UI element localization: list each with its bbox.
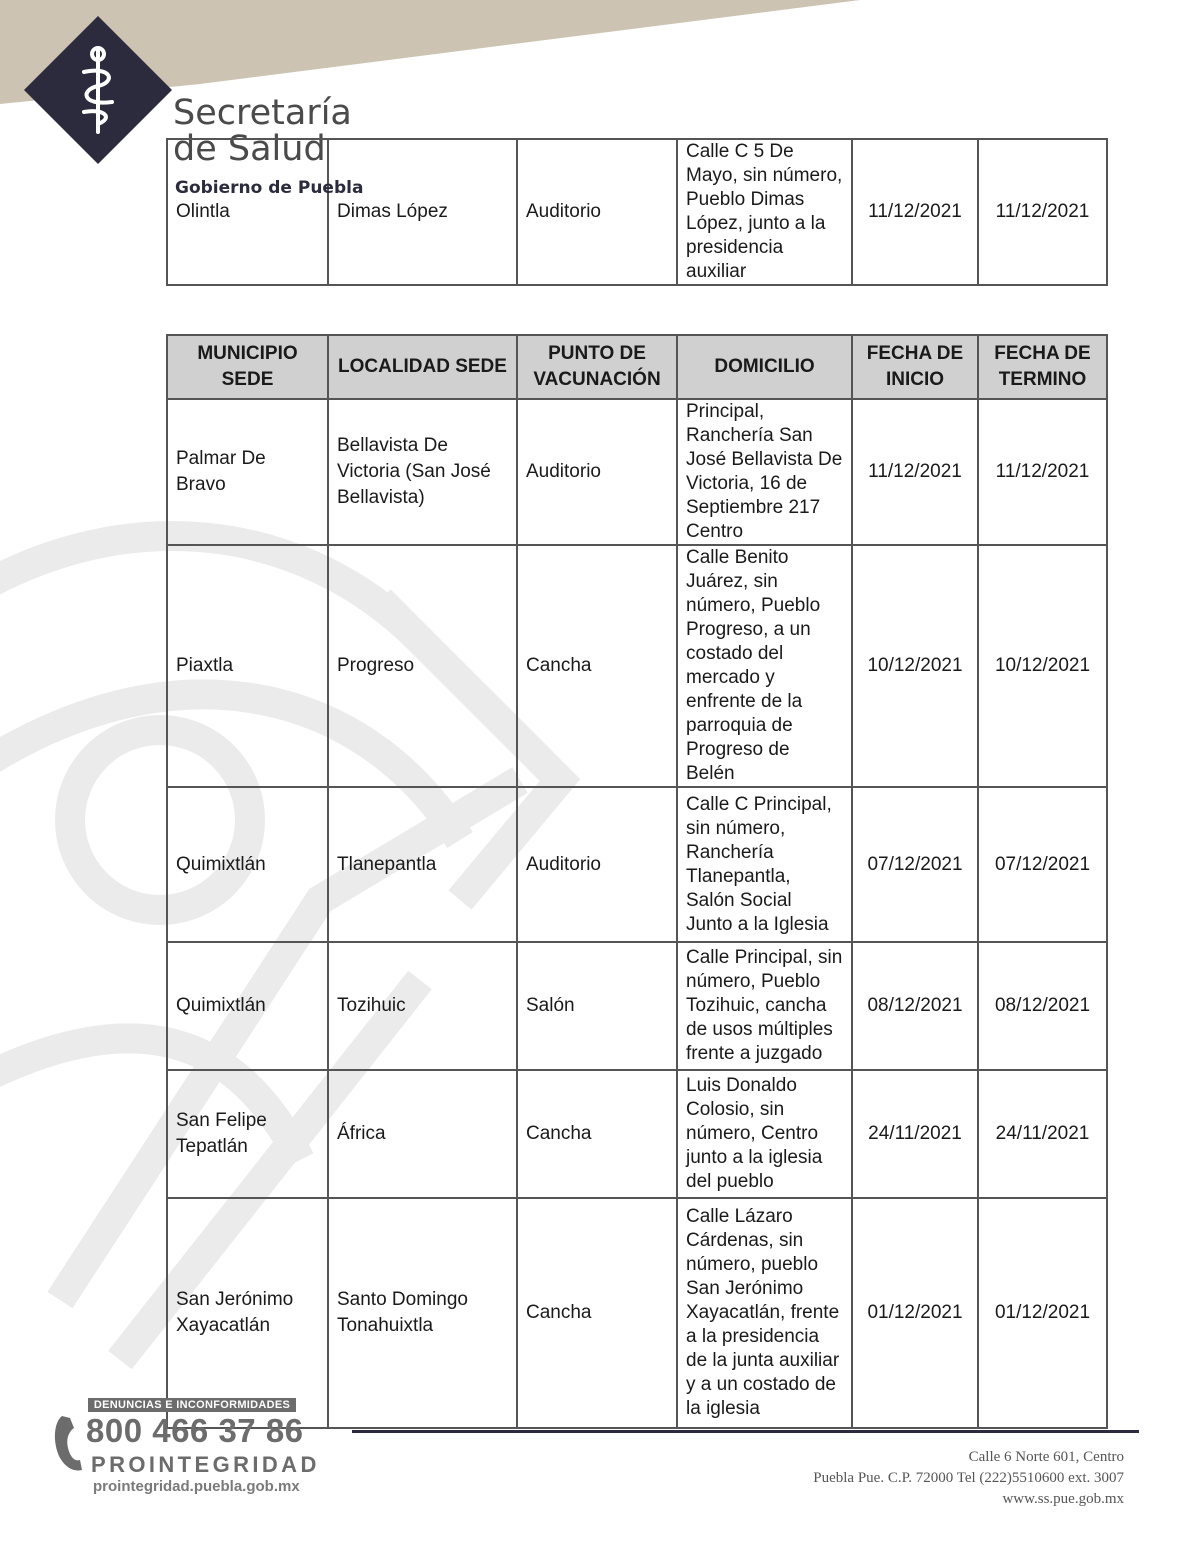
secretaria-logo-icon	[24, 16, 172, 164]
carryover-table	[166, 138, 1108, 286]
domicilio-cell: Calle Principal, sin número, Pueblo Tozihuic, cancha de usos múltiples frente a juzgado	[677, 942, 852, 1070]
domicilio-cell: Calle C Principal, sin número, Ranchería Tlanepantla, Salón Social Junto a la Iglesia	[677, 787, 852, 942]
localidad-cell: África	[328, 1070, 517, 1198]
municipio-cell: Palmar De Bravo	[167, 399, 328, 545]
brand-title-line1: Secretaría	[173, 93, 352, 133]
domicilio-cell: Calle Lázaro Cárdenas, sin número, pueblo San Jerónimo Xayacatlán, frente a la presidencia de la junta auxiliar y a un costado de la iglesia	[677, 1198, 852, 1428]
website-link[interactable]: www.ss.pue.gob.mx	[1002, 1491, 1124, 1507]
header-fecha-inicio: FECHA DE INICIO	[852, 335, 978, 399]
table-row	[167, 1070, 1107, 1198]
punto-cell: Cancha	[517, 545, 677, 787]
domicilio-cell: Calle C 5 De Mayo, sin número, Pueblo Dimas López, junto a la presidencia auxiliar	[677, 139, 852, 285]
table-header-row	[167, 335, 1107, 399]
fecha-termino-cell: 01/12/2021	[978, 1198, 1107, 1428]
domicilio-cell: Calle Benito Juárez, sin número, Pueblo Progreso, a un costado del mercado y enfrente de la parroquia de Progreso de Belén	[677, 545, 852, 787]
brand-title-line2: de Salud	[173, 129, 326, 169]
fecha-termino-cell: 08/12/2021	[978, 942, 1107, 1070]
punto-cell: Cancha	[517, 1070, 677, 1198]
municipio-cell: Quimixtlán	[167, 942, 328, 1070]
fecha-inicio-cell: 07/12/2021	[852, 787, 978, 942]
table-row	[167, 139, 1107, 285]
header-municipio: MUNICIPIO SEDE	[167, 335, 328, 399]
footer-address	[813, 1447, 1124, 1510]
municipio-cell: San Jerónimo Xayacatlán	[167, 1198, 328, 1428]
localidad-cell: Dimas López	[328, 139, 517, 285]
brand-subtitle: Gobierno de Puebla	[175, 178, 364, 198]
prointegridad-name: PROINTEGRIDAD	[91, 1452, 320, 1477]
denuncias-phone: 800 466 37 86	[86, 1412, 304, 1449]
header-localidad: LOCALIDAD SEDE	[328, 335, 517, 399]
table-row	[167, 399, 1107, 545]
footer-divider	[352, 1430, 1139, 1433]
table-row	[167, 942, 1107, 1070]
fecha-termino-cell: 10/12/2021	[978, 545, 1107, 787]
municipio-cell: Piaxtla	[167, 545, 328, 787]
fecha-inicio-cell: 11/12/2021	[852, 399, 978, 545]
fecha-inicio-cell: 08/12/2021	[852, 942, 978, 1070]
address-line2: Puebla Pue. C.P. 72000 Tel (222)5510600 ext. 3007	[813, 1470, 1124, 1486]
vaccination-table	[166, 334, 1108, 1429]
fecha-termino-cell: 24/11/2021	[978, 1070, 1107, 1198]
fecha-inicio-cell: 10/12/2021	[852, 545, 978, 787]
punto-cell: Auditorio	[517, 787, 677, 942]
localidad-cell: Tozihuic	[328, 942, 517, 1070]
phone-icon	[52, 1412, 86, 1474]
municipio-cell: Quimixtlán	[167, 787, 328, 942]
fecha-inicio-cell: 11/12/2021	[852, 139, 978, 285]
municipio-cell: Olintla	[167, 139, 328, 285]
localidad-cell: Tlanepantla	[328, 787, 517, 942]
fecha-inicio-cell: 24/11/2021	[852, 1070, 978, 1198]
denuncias-badge: DENUNCIAS E INCONFORMIDADES	[88, 1398, 296, 1412]
table-row	[167, 787, 1107, 942]
punto-cell: Salón	[517, 942, 677, 1070]
address-line1: Calle 6 Norte 601, Centro	[968, 1449, 1124, 1465]
municipio-cell: San Felipe Tepatlán	[167, 1070, 328, 1198]
header-domicilio: DOMICILIO	[677, 335, 852, 399]
punto-cell: Auditorio	[517, 139, 677, 285]
header-punto: PUNTO DE VACUNACIÓN	[517, 335, 677, 399]
fecha-termino-cell: 07/12/2021	[978, 787, 1107, 942]
fecha-termino-cell: 11/12/2021	[978, 139, 1107, 285]
fecha-inicio-cell: 01/12/2021	[852, 1198, 978, 1428]
punto-cell: Cancha	[517, 1198, 677, 1428]
localidad-cell: Bellavista De Victoria (San José Bellavista)	[328, 399, 517, 545]
localidad-cell: Progreso	[328, 545, 517, 787]
header-fecha-termino: FECHA DE TERMINO	[978, 335, 1107, 399]
domicilio-cell: Luis Donaldo Colosio, sin número, Centro junto a la iglesia del pueblo	[677, 1070, 852, 1198]
localidad-cell: Santo Domingo Tonahuixtla	[328, 1198, 517, 1428]
prointegridad-url[interactable]: prointegridad.puebla.gob.mx	[93, 1478, 300, 1495]
fecha-termino-cell: 11/12/2021	[978, 399, 1107, 545]
punto-cell: Auditorio	[517, 399, 677, 545]
table-row	[167, 545, 1107, 787]
table-row	[167, 1198, 1107, 1428]
domicilio-cell: Principal, Ranchería San José Bellavista De Victoria, 16 de Septiembre 217 Centro	[677, 399, 852, 545]
